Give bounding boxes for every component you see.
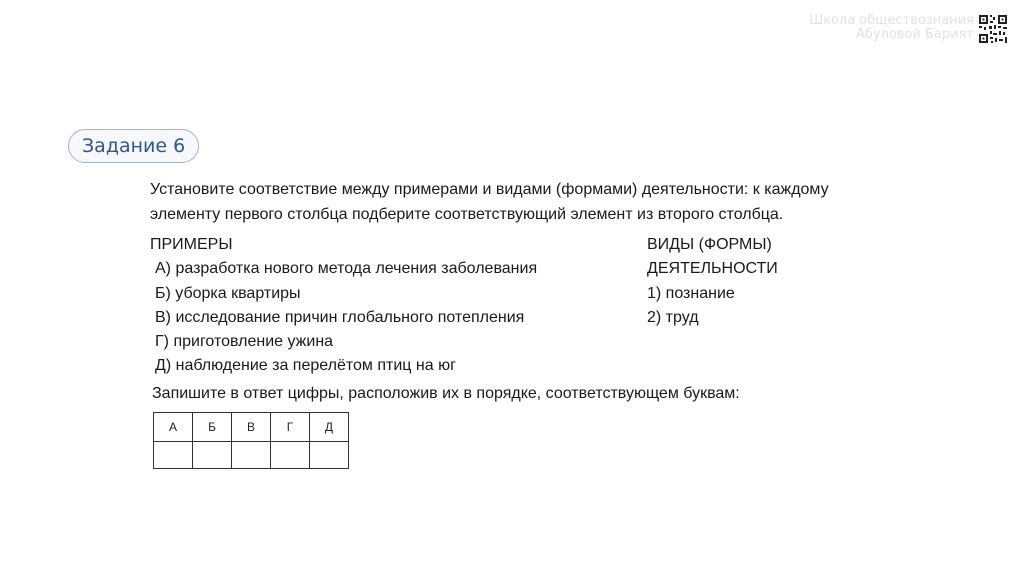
- answer-letter-g: Г: [271, 413, 310, 442]
- types-header-line-1: ВИДЫ (ФОРМЫ): [647, 236, 772, 253]
- type-item-2: 2) труд: [647, 308, 699, 326]
- watermark: [809, 14, 974, 42]
- examples-header: ПРИМЕРЫ: [150, 236, 233, 253]
- instruction-line-1: Установите соответствие между примерами и видами (формами) деятельности: к каждому: [150, 181, 829, 198]
- example-item-v: В) исследование причин глобального потепления: [155, 308, 525, 326]
- example-item-b: Б) уборка квартиры: [155, 284, 301, 302]
- answer-cell-v[interactable]: [232, 442, 271, 469]
- answer-cell-a[interactable]: [154, 442, 193, 469]
- answer-letter-b: Б: [193, 413, 232, 442]
- answer-cell-d[interactable]: [310, 442, 349, 469]
- task-number-badge: Задание 6: [68, 129, 199, 163]
- example-item-d: Д) наблюдение за перелётом птиц на юг: [155, 357, 456, 375]
- answer-prompt: Запишите в ответ цифры, расположив их в порядке, соответствующем буквам:: [152, 385, 740, 402]
- watermark-line-1: Школа обществознания: [809, 13, 974, 28]
- types-header-line-2: ДЕЯТЕЛЬНОСТИ: [647, 260, 778, 278]
- matching-columns: [150, 233, 910, 379]
- answer-cell-b[interactable]: [193, 442, 232, 469]
- type-item-1: 1) познание: [647, 284, 735, 302]
- watermark-line-2: Абуловой Барият: [855, 27, 974, 42]
- types-column: [647, 233, 907, 330]
- answer-table: [153, 412, 349, 469]
- qr-code-icon: [978, 14, 1008, 44]
- answer-letter-v: В: [232, 413, 271, 442]
- example-item-a: А) разработка нового метода лечения заболевания: [155, 260, 538, 278]
- answer-letters-row: [154, 413, 349, 442]
- examples-column: [150, 233, 630, 379]
- example-item-g: Г) приготовление ужина: [155, 333, 334, 351]
- answer-cell-g[interactable]: [271, 442, 310, 469]
- instruction-line-2: элементу первого столбца подберите соответствующий элемент из второго столбца.: [150, 206, 784, 223]
- task-content: [150, 177, 910, 379]
- answer-values-row: [154, 442, 349, 469]
- answer-letter-a: А: [154, 413, 193, 442]
- instruction: [150, 177, 910, 227]
- answer-letter-d: Д: [310, 413, 349, 442]
